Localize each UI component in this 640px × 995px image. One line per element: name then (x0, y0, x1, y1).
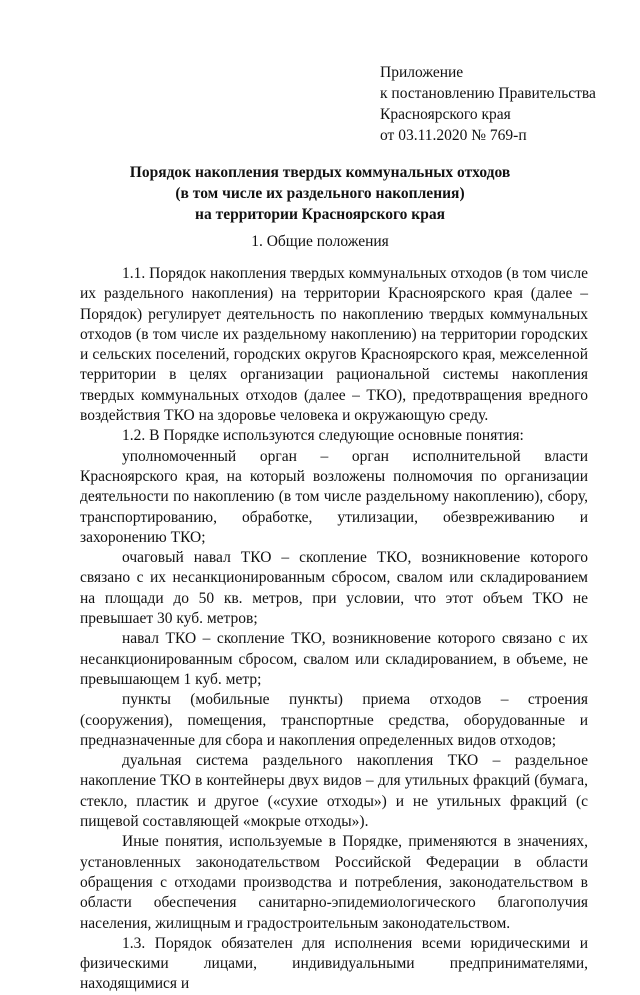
title-line-1: Порядок накопления твердых коммунальных отходов (129, 164, 511, 181)
definition-authorized-body: уполномоченный орган – орган исполнительной власти Красноярского края, на который возложены полномочия по организации деятельности по накоплению (в том числе раздельному накоплению), сбору, транспортированию, обработке, утилизации, обезвреживанию и захоронению ТКО; (80, 447, 588, 546)
definition-dual-system: дуальная система раздельного накопления ТКО – раздельное накопление ТКО в контейнеры двух видов – для утильных фракций (бумага, стекло, пластик и другое («сухие отходы») и не утильных фракций (с пищевой составляющей «мокрые отходы»). (80, 752, 588, 831)
section-heading: 1. Общие положения (251, 233, 389, 250)
appendix-label: Приложение (380, 64, 464, 81)
document-body (80, 264, 588, 995)
appendix-block (380, 62, 596, 146)
document-title (0, 162, 640, 225)
appendix-decree: к постановлению Правительства (380, 85, 596, 102)
paragraph-other-terms: Иные понятия, используемые в Порядке, применяются в значениях, установленных законодательством Российской Федерации в области обращения с отходами производства и потребления, законодательством в области обеспечения санитарно-эпидемиологического благополучия населения, жилищным и градостроительным законодательством. (80, 833, 588, 932)
paragraph-1-1: 1.1. Порядок накопления твердых коммунальных отходов (в том числе их раздельного накопления) на территории Красноярского края (далее – Порядок) регулирует деятельность по накоплению твердых коммунальных отходов (в том числе их раздельному накоплению) на территории городских и сельских поселений, городских округов Красноярского края, межселенной территории в целях организации рациональной системы накопления твердых коммунальных отходов (далее – ТКО), предотвращения вредного воздействия ТКО на здоровье человека и окружающую среду. (80, 265, 588, 425)
appendix-region: Красноярского края (380, 106, 511, 123)
paragraph-1-2: 1.2. В Порядке используются следующие основные понятия: (122, 427, 524, 445)
title-line-2: (в том числе их раздельного накопления) (175, 185, 465, 202)
appendix-date-number: от 03.11.2020 № 769-п (380, 127, 527, 144)
definition-collection-points: пункты (мобильные пункты) приема отходов – строения (сооружения), помещения, транспортные средства, оборудованные и предназначенные для сбора и накопления определенных видов отходов; (80, 691, 588, 749)
paragraph-1-3: 1.3. Порядок обязателен для исполнения всеми юридическими и физическими лицами, индивидуальными предпринимателями, находящимися и (80, 934, 588, 993)
definition-dump: навал ТКО – скопление ТКО, возникновение которого связано с их несанкционированным сбросом, свалом или складированием, в объеме, не превышающем 1 куб. метр; (80, 630, 588, 688)
definition-focal-dump: очаговый навал ТКО – скопление ТКО, возникновение которого связано с их несанкционированным сбросом, свалом или складированием на площади до 50 кв. метров, при условии, что этот объем ТКО не превышает 30 куб. метров; (80, 549, 588, 628)
title-line-3: на территории Красноярского края (195, 206, 445, 223)
